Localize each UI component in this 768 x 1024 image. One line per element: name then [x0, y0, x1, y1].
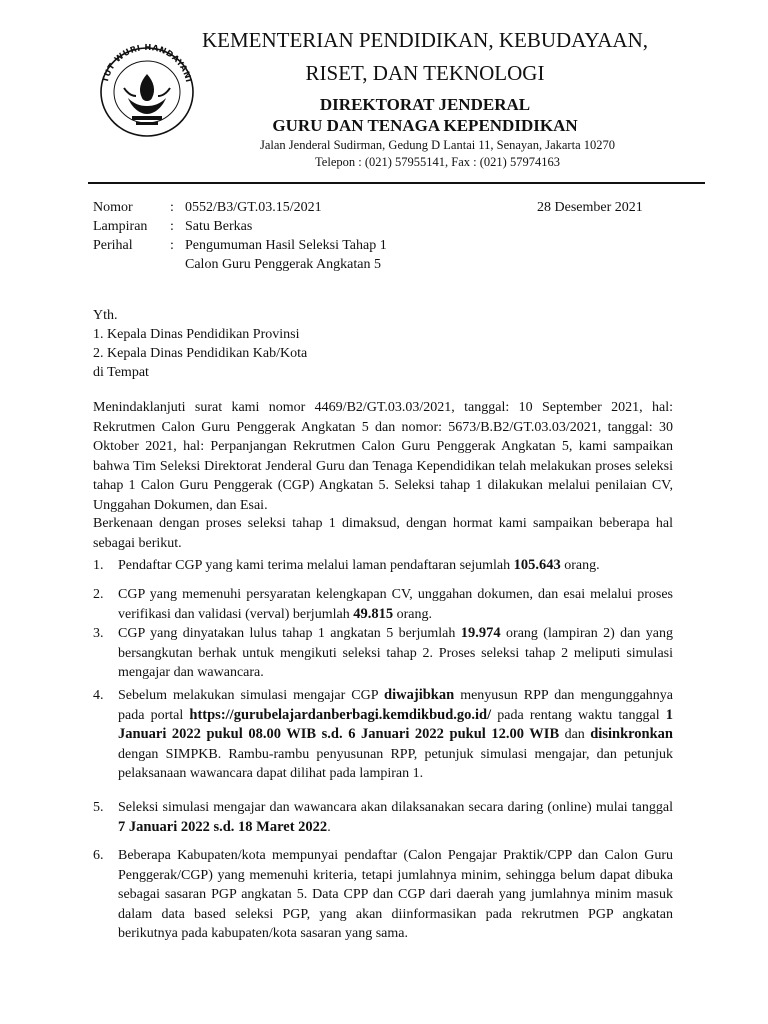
recipient-salutation: Yth.: [93, 308, 118, 323]
tut-wuri-handayani-logo: [88, 38, 206, 142]
lampiran-label: Lampiran: [93, 219, 148, 234]
recipient-place: di Tempat: [93, 365, 149, 380]
verified-count: 49.815: [353, 605, 394, 622]
letter-date: 28 Desember 2021: [537, 200, 643, 215]
recipient-2: 2. Kepala Dinas Pendidikan Kab/Kota: [93, 346, 308, 361]
list-item-text: CGP yang dinyatakan lulus tahap 1 angkatan 5 berjumlah 19.974 orang (lampiran 2) dan yang bersangkutan berhak untuk mengikuti seleksi tahap 2. Proses seleksi tahap 2 meliputi simulasi mengajar dan wawancara.: [118, 625, 674, 680]
dirjen-title-line2: GURU DAN TENAGA KEPENDIDIKAN: [272, 116, 578, 135]
list-item-text: Pendaftar CGP yang kami terima melalui laman pendaftaran sejumlah 105.643 orang.: [118, 557, 600, 573]
list-item-text: Seleksi simulasi mengajar dan wawancara akan dilaksanakan secara daring (online) mulai tanggal 7 Januari 2022 s.d. 18 Maret 2022.: [118, 800, 673, 835]
letterhead-phone: Telepon : (021) 57955141, Fax : (021) 57974163: [315, 155, 560, 169]
list-number: 2.: [93, 587, 104, 602]
ministry-title-line1: KEMENTERIAN PENDIDIKAN, KEBUDAYAAN,: [201, 28, 649, 52]
nomor-label: Nomor: [93, 200, 133, 215]
dirjen-title-line1: DIREKTORAT JENDERAL: [319, 95, 531, 114]
perihal-value-1: Pengumuman Hasil Seleksi Tahap 1: [185, 238, 387, 253]
perihal-colon: :: [170, 238, 174, 253]
list-item-text: CGP yang memenuhi persyaratan kelengkapan CV, unggahan dokumen, dan esai melalui proses verifikasi dan validasi (verval) berjumlah 49.815 orang.: [118, 587, 673, 622]
selection-period: 7 Januari 2022 s.d. 18 Maret 2022: [118, 818, 328, 835]
list-item-text: Sebelum melakukan simulasi mengajar CGP diwajibkan menyusun RPP dan mengunggahnya pada portal https://gurubelajardanberbagi.kemdikbud.go.id/ pada rentang waktu tanggal 1 Januari 2022 pukul 08.00 WIB s.d. 6 Januari 2022 pukul 12.00 WIB dan disinkronkan dengan SIMPKB. Rambu-rambu penyusunan RPP, petunjuk simulasi mengajar, dan petunjuk pelaksanaan wawancara dapat dilihat pada lampiran 1.: [118, 687, 673, 781]
list-number: 6.: [93, 848, 104, 863]
letterhead-divider: [88, 182, 705, 184]
passed-count: 19.974: [460, 625, 501, 641]
lampiran-colon: :: [170, 219, 174, 234]
lampiran-value: Satu Berkas: [185, 219, 253, 234]
context-paragraph: Berkenaan dengan proses seleksi tahap 1 dimaksud, dengan hormat kami sampaikan beberapa hal sebagai berikut.: [93, 516, 673, 551]
intro-paragraph: Menindaklanjuti surat kami nomor 4469/B2/GT.03.03/2021, tanggal: 10 September 2021, hal: Rekrutmen Calon Guru Penggerak Angkatan 5 dan nomor: 5673/B.B2/GT.03.03/2021, tanggal: 30 Oktober 2021, hal: Perpanjangan Rekrutmen Calon Guru Penggerak Angkatan 5, kami sampaikan bahwa Tim Seleksi Direktorat Jenderal Guru dan Tenaga Kependidikan telah melakukan proses seleksi tahap 1 Calon Guru Penggerak (CGP) Angkatan 5. Seleksi tahap 1 dilakukan melalui penilaian CV, Unggahan Dokumen, dan Esai.: [93, 400, 673, 513]
letterhead-address: Jalan Jenderal Sudirman, Gedung D Lantai 11, Senayan, Jakarta 10270: [260, 138, 615, 152]
list-number: 3.: [93, 626, 104, 641]
registrant-count: 105.643: [513, 557, 561, 573]
portal-link[interactable]: https://gurubelajardanberbagi.kemdikbud.go.id/: [189, 706, 492, 723]
perihal-label: Perihal: [93, 238, 133, 253]
recipient-1: 1. Kepala Dinas Pendidikan Provinsi: [93, 327, 300, 342]
ministry-title-line2: RISET, DAN TEKNOLOGI: [305, 61, 545, 85]
list-number: 1.: [93, 558, 104, 573]
perihal-value-2: Calon Guru Penggerak Angkatan 5: [185, 257, 381, 272]
rpp-upload-period: 1 Januari 2022 pukul 08.00 WIB s.d. 6 Januari 2022 pukul 12.00 WIB: [118, 706, 673, 742]
list-number: 4.: [93, 688, 104, 703]
list-item-text: Beberapa Kabupaten/kota mempunyai pendaftar (Calon Pengajar Praktik/CPP dan Calon Guru Penggerak/CGP) yang memenuhi kriteria, tetapi jumlahnya minim, sehingga belum dapat dibuka sebagai sasaran PGP angkatan 5. Data CPP dan CGP dari daerah yang jumlahnya minim masuk dalam data based seleksi PGP, yang akan diinformasikan pada rekrutmen PGP angkatan berikutnya pada kabupaten/kota sasaran yang sama.: [118, 848, 673, 941]
nomor-value: 0552/B3/GT.03.15/2021: [185, 200, 322, 215]
list-number: 5.: [93, 800, 104, 815]
nomor-colon: :: [170, 200, 174, 215]
logo-motto: TUT WURI HANDAYANI: [99, 41, 195, 84]
